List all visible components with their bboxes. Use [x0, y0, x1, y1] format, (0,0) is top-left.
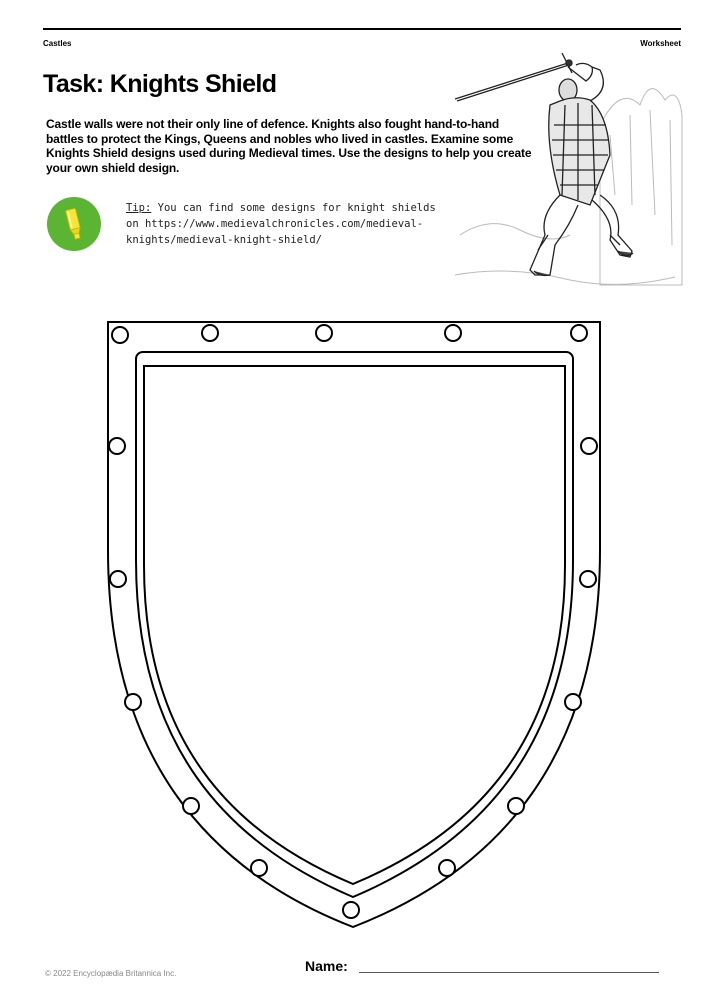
shield-rivet: [112, 327, 128, 343]
tip-badge: [47, 197, 101, 251]
shield-rivet: [183, 798, 199, 814]
shield-rivet: [110, 571, 126, 587]
worksheet-label: Worksheet: [640, 39, 681, 48]
shield-rivet: [343, 902, 359, 918]
shield-rivet: [439, 860, 455, 876]
subject-label: Castles: [43, 39, 72, 48]
shield-rivet: [581, 438, 597, 454]
shield-rivet: [109, 438, 125, 454]
shield-rivet: [316, 325, 332, 341]
tip-text: [126, 200, 448, 248]
shield-rivet: [251, 860, 267, 876]
page-title: Task: Knights Shield: [43, 70, 277, 98]
name-entry-line[interactable]: [359, 972, 659, 973]
copyright-text: © 2022 Encyclopædia Britannica Inc.: [45, 969, 177, 978]
name-label: Name:: [305, 958, 348, 974]
tip-body: You can find some designs for knight shields on https://www.medievalchronicles.com/medieval-knights/medieval-knight-shield/: [126, 202, 436, 246]
shield-rivet: [445, 325, 461, 341]
tip-label: Tip:: [126, 202, 152, 214]
shield-rivet: [125, 694, 141, 710]
shield-outline: [100, 315, 610, 930]
highlighter-icon: [47, 197, 101, 251]
shield-rivet: [202, 325, 218, 341]
shield-rivet: [580, 571, 596, 587]
intro-paragraph: Castle walls were not their only line of defence. Knights also fought hand-to-hand battles to protect the Kings, Queens and nobles who lived in castles. Examine some Knights Shield designs used during Medieval times. Use the designs to help you create your own shield design.: [46, 117, 532, 175]
shield-rivet: [571, 325, 587, 341]
knight-with-sword-illustration: [450, 45, 685, 295]
shield-rivet: [565, 694, 581, 710]
shield-rivet: [508, 798, 524, 814]
header-rule: [43, 28, 681, 30]
